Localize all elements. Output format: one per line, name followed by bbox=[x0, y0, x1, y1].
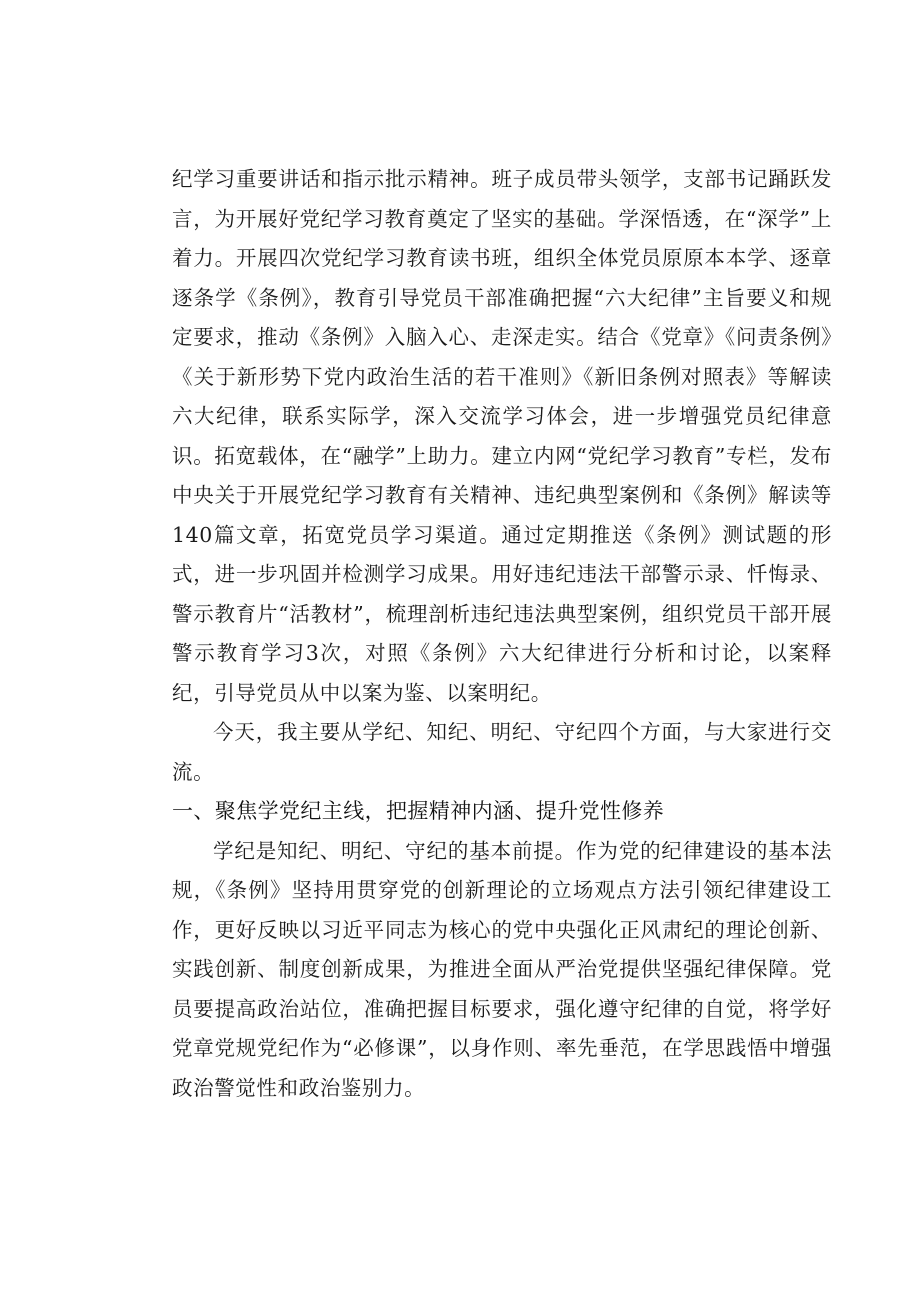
body-paragraph-intro: 今天，我主要从学纪、知纪、明纪、守纪四个方面，与大家进行交流。 bbox=[172, 720, 832, 784]
document-body bbox=[172, 160, 832, 1108]
section-heading: 一、聚焦学党纪主线，把握精神内涵、提升党性修养 bbox=[172, 799, 665, 823]
body-paragraph-section: 学纪是知纪、明纪、守纪的基本前提。作为党的纪律建设的基本法规，《条例》坚持用贯穿党的创新理论的立场观点方法引领纪律建设工作，更好反映以习近平同志为核心的党中央强化正风肃纪的理论创新、实践创新、制度创新成果，为推进全面从严治党提供坚强纪律保障。党员要提高政治站位，准确把握目标要求，强化遵守纪律的自觉，将学好党章党规党纪作为“必修课”，以身作则、率先垂范，在学思践悟中增强政治警觉性和政治鉴别力。 bbox=[172, 838, 832, 1100]
body-paragraph-continued: 纪学习重要讲话和指示批示精神。班子成员带头领学，支部书记踊跃发言，为开展好党纪学习教育奠定了坚实的基础。学深悟透，在“深学”上着力。开展四次党纪学习教育读书班，组织全体党员原原本本学、逐章逐条学《条例》，教育引导党员干部准确把握“六大纪律”主旨要义和规定要求，推动《条例》入脑入心、走深走实。结合《党章》《问责条例》《关于新形势下党内政治生活的若干准则》《新旧条例对照表》等解读六大纪律，联系实际学，深入交流学习体会，进一步增强党员纪律意识。拓宽载体，在“融学”上助力。建立内网“党纪学习教育”专栏，发布中央关于开展党纪学习教育有关精神、违纪典型案例和《条例》解读等140篇文章，拓宽党员学习渠道。通过定期推送《条例》测试题的形式，进一步巩固并检测学习成果。用好违纪违法干部警示录、忏悔录、警示教育片“活教材”，梳理剖析违纪违法典型案例，组织党员干部开展警示教育学习3次，对照《条例》六大纪律进行分析和讨论，以案释纪，引导党员从中以案为鉴、以案明纪。 bbox=[172, 167, 832, 705]
